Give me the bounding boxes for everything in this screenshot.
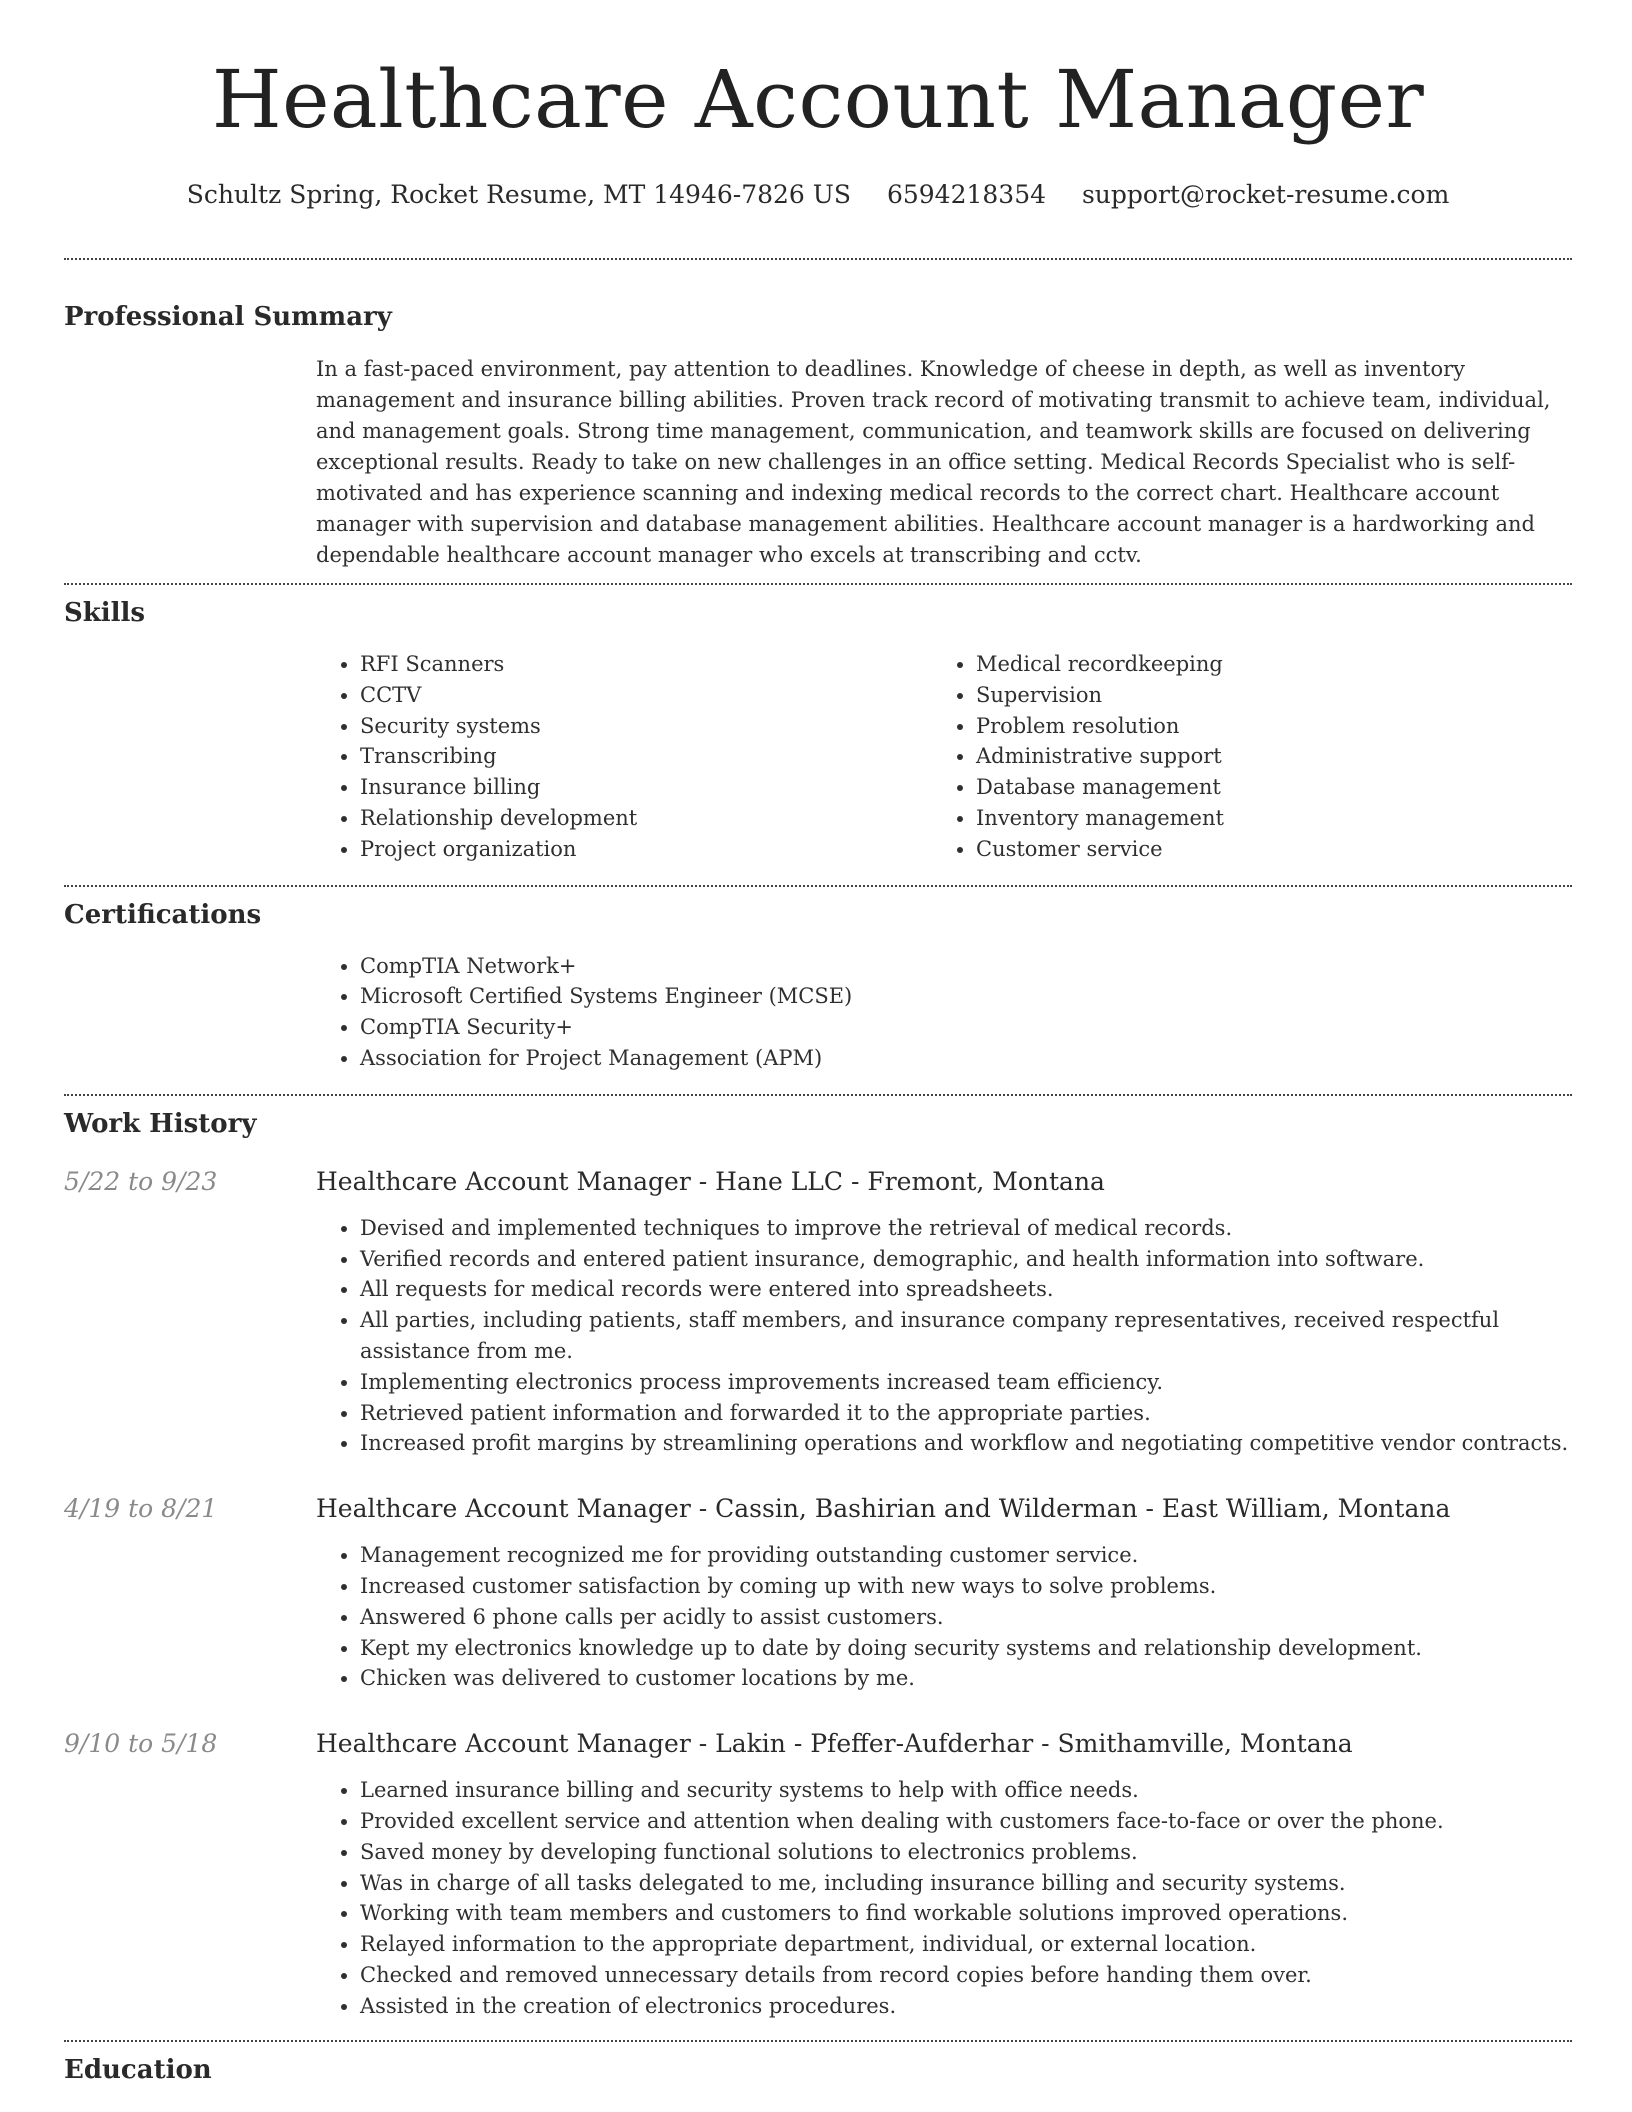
job-bullet: • Devised and implemented techniques to improve the retrieval of medical records. [360, 1213, 1572, 1244]
divider [64, 2040, 1572, 2042]
education-section [64, 2053, 1572, 2087]
skill-item: • Relationship development [360, 803, 932, 834]
job-bullet: • Retrieved patient information and forwarded it to the appropriate parties. [360, 1398, 1572, 1429]
skills-list-left [316, 649, 932, 865]
job-bullet: • Relayed information to the appropriate department, individual, or external location. [360, 1929, 1572, 1960]
skill-item: • Medical recordkeeping [976, 649, 1548, 680]
job-bullet: • Chicken was delivered to customer locations by me. [360, 1663, 1572, 1694]
certification-item: • CompTIA Network+ [360, 951, 1572, 982]
section-title-summary: Professional Summary [64, 302, 392, 332]
section-title-work-history: Work History [64, 1108, 257, 1139]
job-bullet: • Increased customer satisfaction by coming up with new ways to solve problems. [360, 1571, 1572, 1602]
job-dates: 4/19 to 8/21 [64, 1494, 218, 1524]
divider [64, 258, 1572, 260]
resume-page [64, 0, 1572, 2087]
job-dates: 5/22 to 9/23 [64, 1166, 218, 1196]
job-bullet: • Kept my electronics knowledge up to date by doing security systems and relationship development. [360, 1633, 1572, 1664]
skill-item: • Supervision [976, 680, 1548, 711]
job-bullet: • Learned insurance billing and security systems to help with office needs. [360, 1775, 1572, 1806]
job-bullet: • All parties, including patients, staff members, and insurance company representatives, received respectful assistance from me. [360, 1305, 1572, 1367]
section-title-certifications: Certifications [64, 899, 262, 930]
job-bullet: • Increased profit margins by streamlining operations and workflow and negotiating competitive vendor contracts. [360, 1428, 1572, 1459]
skills-section [64, 596, 1572, 865]
job-dates: 9/10 to 5/18 [64, 1729, 218, 1759]
skill-item: • Security systems [360, 711, 932, 742]
job-bullet: • Implementing electronics process improvements increased team efficiency. [360, 1367, 1572, 1398]
skills-list-right [932, 649, 1548, 865]
skill-item: • CCTV [360, 680, 932, 711]
skill-item: • Project organization [360, 834, 932, 865]
skill-item: • Insurance billing [360, 772, 932, 803]
job-bullet: • All requests for medical records were entered into spreadsheets. [360, 1274, 1572, 1305]
job-bullet: • Answered 6 phone calls per acidly to assist customers. [360, 1602, 1572, 1633]
divider [64, 1094, 1572, 1096]
job-bullets [316, 1775, 1572, 2021]
certification-item: • Microsoft Certified Systems Engineer (MCSE) [360, 981, 1572, 1012]
contact-line [64, 178, 1572, 212]
job-bullet: • Provided excellent service and attention when dealing with customers face-to-face or over the phone. [360, 1806, 1572, 1837]
section-title-skills: Skills [64, 598, 146, 628]
job-bullets [316, 1213, 1572, 1459]
summary-text: In a fast-paced environment, pay attention to deadlines. Knowledge of cheese in depth, as well as inventory management and insurance billing abilities. Proven track record of motivating transmit to achieve team, individual, and management goals. Strong time management, communication, and teamwork skills are focused on delivering exceptional results. Ready to take on new challenges in an office setting. Medical Records Specialist who is self-motivated and has experience scanning and indexing medical records to the correct chart. Healthcare account manager with supervision and database management abilities. Healthcare account manager is a hardworking and dependable healthcare account manager who excels at transcribing and cctv. [316, 357, 1551, 567]
contact-email: support@rocket-resume.com [1081, 180, 1450, 209]
job-title: Healthcare Account Manager - Hane LLC - Fremont, Montana [316, 1166, 1105, 1196]
skill-item: • Problem resolution [976, 711, 1548, 742]
job-title: Healthcare Account Manager - Cassin, Bashirian and Wilderman - East William, Montana [316, 1494, 1451, 1524]
job-bullets [316, 1540, 1572, 1694]
job-bullet: • Working with team members and customers to find workable solutions improved operations. [360, 1898, 1572, 1929]
skill-item: • Administrative support [976, 741, 1548, 772]
skill-item: • Inventory management [976, 803, 1548, 834]
divider [64, 885, 1572, 887]
certification-item: • CompTIA Security+ [360, 1012, 1572, 1043]
divider [64, 583, 1572, 585]
job-entry [64, 1165, 1572, 1459]
skill-item: • Transcribing [360, 741, 932, 772]
section-title-education: Education [64, 2054, 212, 2085]
skill-item: • RFI Scanners [360, 649, 932, 680]
job-bullet: • Verified records and entered patient insurance, demographic, and health information into software. [360, 1244, 1572, 1275]
work-history-section [64, 1107, 1572, 2022]
job-bullet: • Management recognized me for providing outstanding customer service. [360, 1540, 1572, 1571]
summary-section [64, 300, 1572, 571]
skills-columns [316, 649, 1572, 865]
certifications-list [316, 951, 1572, 1074]
job-entry [64, 1727, 1572, 2021]
certifications-section [64, 898, 1572, 1074]
job-bullet: • Assisted in the creation of electronics procedures. [360, 1991, 1572, 2022]
contact-phone: 6594218354 [886, 180, 1047, 209]
resume-name: Healthcare Account Manager [211, 53, 1425, 146]
job-bullet: • Saved money by developing functional solutions to electronics problems. [360, 1837, 1572, 1868]
skill-item: • Customer service [976, 834, 1548, 865]
certification-item: • Association for Project Management (APM) [360, 1043, 1572, 1074]
contact-address: Schultz Spring, Rocket Resume, MT 14946-7826 US [186, 180, 851, 209]
job-title: Healthcare Account Manager - Lakin - Pfeffer-Aufderhar - Smithamville, Montana [316, 1729, 1353, 1759]
job-bullet: • Checked and removed unnecessary details from record copies before handing them over. [360, 1960, 1572, 1991]
skill-item: • Database management [976, 772, 1548, 803]
job-entry [64, 1492, 1572, 1694]
job-bullet: • Was in charge of all tasks delegated to me, including insurance billing and security systems. [360, 1868, 1572, 1899]
